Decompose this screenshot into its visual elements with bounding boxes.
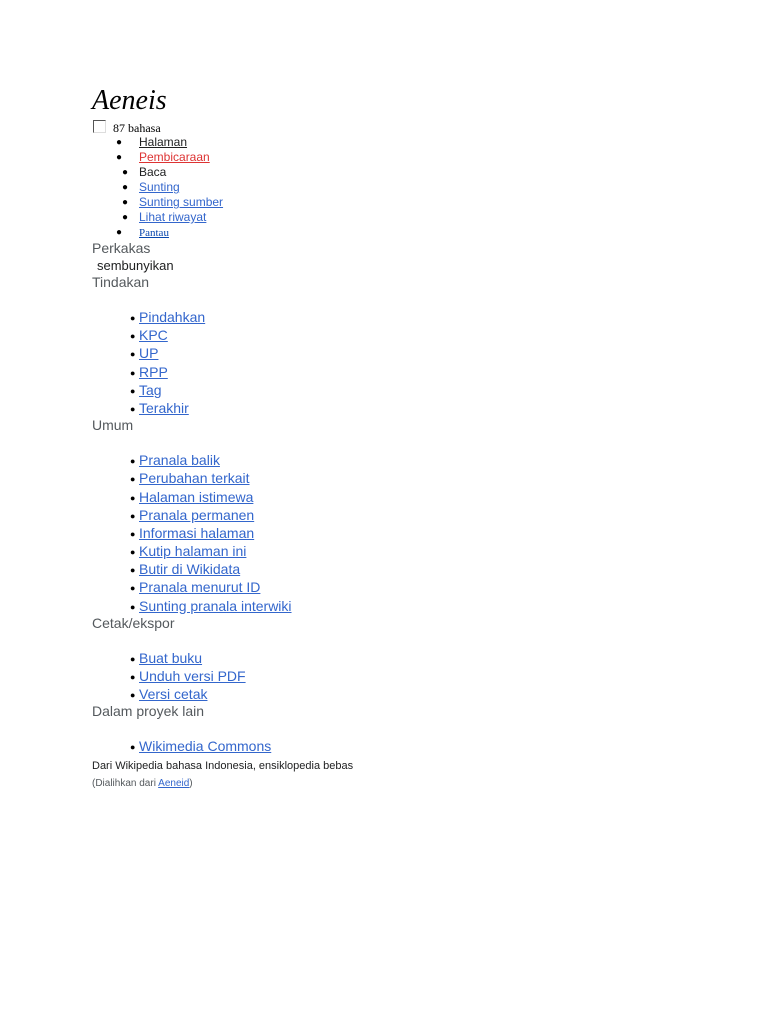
bullet-icon: ●: [130, 510, 136, 521]
tool-link-halaman-istimewa[interactable]: Halaman istimewa: [139, 488, 254, 505]
tools-group-umum: [92, 417, 732, 615]
bullet-icon: ●: [130, 742, 136, 753]
tool-item-buat-buku[interactable]: [92, 649, 732, 667]
nav-item-baca[interactable]: [92, 165, 732, 180]
tool-item-kpc[interactable]: [92, 326, 732, 344]
tool-item-perubahan-terkait[interactable]: [92, 469, 732, 487]
tool-link-kpc[interactable]: KPC: [139, 327, 168, 344]
site-tagline: Dari Wikipedia bahasa Indonesia, ensiklopedia bebas: [92, 759, 354, 772]
nav-link-baca[interactable]: Baca: [139, 165, 167, 179]
tool-item-pindahkan[interactable]: [92, 308, 732, 326]
tool-item-sunting-interwiki[interactable]: [92, 597, 732, 615]
group-heading-proyek-lain: Dalam proyek lain: [92, 703, 205, 720]
tool-link-wikimedia-commons[interactable]: Wikimedia Commons: [139, 738, 272, 755]
tool-link-butir-wikidata[interactable]: Butir di Wikidata: [139, 561, 241, 578]
bullet-icon: ●: [130, 474, 136, 485]
tool-link-up[interactable]: UP: [139, 345, 159, 362]
bullet-icon: ●: [122, 182, 129, 193]
language-count-label[interactable]: 87 bahasa: [113, 121, 161, 135]
bullet-icon: ●: [122, 167, 129, 178]
redirect-source-link[interactable]: Aeneid: [158, 777, 190, 789]
bullet-icon: ●: [130, 492, 136, 503]
tool-link-pranala-menurut-id[interactable]: Pranala menurut ID: [139, 579, 261, 596]
redirect-suffix: ): [189, 777, 193, 789]
tool-link-pindahkan[interactable]: Pindahkan: [139, 309, 206, 325]
bullet-icon: ●: [122, 197, 129, 208]
nav-item-sunting[interactable]: [92, 180, 732, 195]
nav-item-pantau[interactable]: [92, 225, 732, 240]
tools-group-tindakan: [92, 274, 732, 417]
tool-item-butir-wikidata[interactable]: [92, 560, 732, 578]
tool-link-kutip-halaman[interactable]: Kutip halaman ini: [139, 543, 247, 560]
tool-link-rpp[interactable]: RPP: [139, 363, 168, 380]
tool-link-buat-buku[interactable]: Buat buku: [139, 649, 203, 666]
nav-link-sunting[interactable]: Sunting: [139, 180, 180, 194]
tools-hide-button[interactable]: sembunyikan: [97, 258, 174, 273]
nav-link-sunting-sumber[interactable]: Sunting sumber: [139, 195, 224, 209]
tool-item-pranala-permanen[interactable]: [92, 506, 732, 524]
bullet-icon: ●: [130, 583, 136, 594]
tool-item-pranala-balik[interactable]: [92, 451, 732, 469]
bullet-icon: ●: [116, 227, 123, 238]
nav-item-lihat-riwayat[interactable]: [92, 210, 732, 225]
nav-item-pembicaraan[interactable]: [92, 150, 732, 165]
tool-item-rpp[interactable]: [92, 363, 732, 381]
bullet-icon: ●: [130, 385, 136, 396]
bullet-icon: ●: [122, 212, 129, 223]
bullet-icon: ●: [130, 456, 136, 467]
tool-link-pranala-permanen[interactable]: Pranala permanen: [139, 506, 255, 523]
group-heading-tindakan: Tindakan: [92, 274, 150, 290]
tools-list-proyek-lain: [92, 737, 732, 755]
page-content: [92, 84, 732, 791]
tool-item-unduh-pdf[interactable]: [92, 667, 732, 685]
nav-link-lihat-riwayat[interactable]: Lihat riwayat: [139, 210, 207, 224]
tool-link-pranala-balik[interactable]: Pranala balik: [139, 452, 220, 469]
tool-item-halaman-istimewa[interactable]: [92, 488, 732, 506]
bullet-icon: ●: [130, 547, 136, 558]
nav-item-sunting-sumber[interactable]: [92, 195, 732, 210]
tools-group-proyek-lain: [92, 703, 732, 755]
bullet-icon: ●: [116, 137, 123, 148]
bullet-icon: ●: [130, 601, 136, 612]
tool-link-unduh-pdf[interactable]: Unduh versi PDF: [139, 668, 246, 684]
page-actions-nav: [92, 135, 732, 240]
bullet-icon: ●: [130, 653, 136, 664]
redirect-notice: [92, 777, 732, 791]
tools-heading: Perkakas: [92, 240, 151, 256]
tool-item-informasi-halaman[interactable]: [92, 524, 732, 542]
tools-list-cetak: [92, 649, 732, 704]
nav-item-halaman[interactable]: [92, 135, 732, 150]
bullet-icon: ●: [130, 313, 136, 323]
bullet-icon: ●: [116, 152, 123, 163]
bullet-icon: ●: [130, 367, 136, 378]
bullet-icon: ●: [130, 403, 136, 414]
tool-item-kutip-halaman[interactable]: [92, 542, 732, 560]
nav-link-pembicaraan[interactable]: Pembicaraan: [139, 150, 210, 164]
bullet-icon: ●: [130, 690, 136, 701]
tool-link-terakhir[interactable]: Terakhir: [139, 399, 189, 416]
tool-link-tag[interactable]: Tag: [139, 381, 162, 398]
bullet-icon: ●: [130, 528, 136, 539]
bullet-icon: ●: [130, 331, 136, 342]
tool-link-versi-cetak[interactable]: Versi cetak: [139, 686, 208, 703]
tool-item-terakhir[interactable]: [92, 399, 732, 417]
tool-item-pranala-menurut-id[interactable]: [92, 578, 732, 596]
tool-item-tag[interactable]: [92, 381, 732, 399]
bullet-icon: ●: [130, 672, 136, 682]
bullet-icon: ●: [130, 565, 136, 576]
group-heading-umum: Umum: [92, 417, 134, 434]
tool-link-perubahan-terkait[interactable]: Perubahan terkait: [139, 470, 250, 487]
language-selector[interactable]: [92, 119, 732, 135]
tool-link-informasi-halaman[interactable]: Informasi halaman: [139, 524, 255, 541]
nav-link-halaman[interactable]: Halaman: [139, 135, 188, 149]
tool-item-wikimedia-commons[interactable]: [92, 737, 732, 755]
tool-link-sunting-interwiki[interactable]: Sunting pranala interwiki: [139, 597, 292, 614]
tools-list-tindakan: [92, 308, 732, 417]
tools-group-cetak: [92, 615, 732, 704]
page-title: Aeneis: [92, 85, 167, 116]
nav-link-pantau[interactable]: Pantau: [139, 227, 169, 239]
tools-list-umum: [92, 451, 732, 615]
group-heading-cetak: Cetak/ekspor: [92, 614, 175, 631]
language-checkbox[interactable]: [93, 120, 106, 133]
tool-item-up[interactable]: [92, 344, 732, 362]
bullet-icon: ●: [130, 349, 136, 360]
tool-item-versi-cetak[interactable]: [92, 685, 732, 703]
redirect-prefix: (Dialihkan dari: [92, 777, 159, 789]
